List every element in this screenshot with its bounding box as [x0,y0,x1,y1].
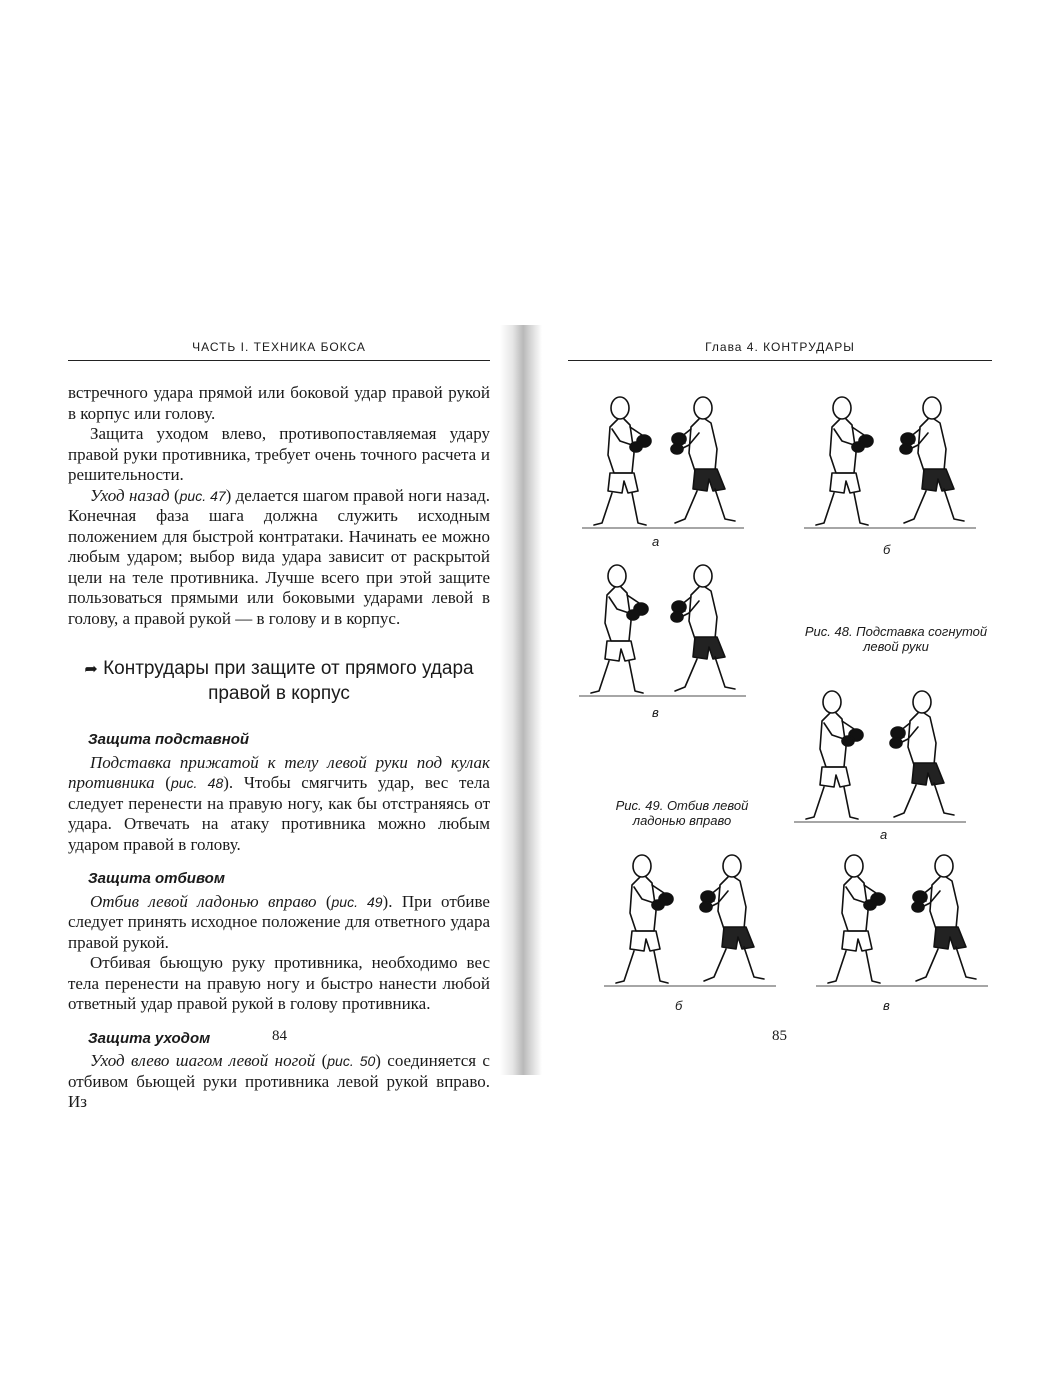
term-ukhod-vlevo: Уход влево шагом левой ногой [90,1051,316,1070]
figure-49-caption: Рис. 49. Отбив левой ладонью вправо [615,798,749,828]
page-number-right: 85 [772,1028,787,1044]
figure-49a-letter: а [880,827,888,842]
paragraph-3: Уход назад (рис. 47) делается шагом правой ноги назад. Конечная фаза шага должна служить исходным положением для быстрой контратаки. Начинать ее можно любым ударом; выбор вида удара зависит от раскрытой цели на теле противника. Лучше всего при этой защите пользоваться прямыми или боковыми ударами левой в голову, а правой рукой — в голову и в корпус. [68,485,490,628]
subhead-otbivom: Защита отбивом [88,870,225,887]
subhead-ukhodom: Защита уходом [88,1029,211,1047]
figure-49b-letter: б [675,998,683,1013]
paragraph-1: встречного удара прямой или боковой удар правой рукой в корпус или голову. [68,383,490,423]
figure-ref-50: рис. 50 [327,1053,376,1069]
term-ukhod-nazad: Уход назад [90,485,170,505]
term-otbiv: Отбив левой ладонью вправо [90,891,317,911]
term-podstavka: Подставка прижатой к телу левой руки под кулак противника [68,752,490,792]
figure-48c-illustration [575,556,750,701]
figure-49c-letter: в [883,998,890,1013]
section-title-text: Контрудары при защите от прямого удара правой в корпус [103,658,474,704]
figure-ref-47: рис. 47 [179,487,226,504]
section-arrow-icon: ➦ [84,661,98,678]
paragraph-podstavka: Подставка прижатой к телу левой руки под кулак противника (рис. 48). Чтобы смягчить удар, вес тела следует перенести на правую ногу, как бы отстраняясь от удара. Отвечать на атаку противника можно любым ударом правой в голову. [68,752,490,854]
figure-48b-illustration [800,388,980,533]
book-gutter [500,325,542,1075]
paragraph-otbiv: Отбив левой ладонью вправо (рис. 49). При отбиве следует принять исходное положение для ответного удара правой рукой. [68,891,490,952]
paragraph-otbiv-rest: При отбиве следует принять исходное положение для ответного удара правой рукой. [68,891,490,952]
paragraph-ukhod-vlevo-rest: соединяется с отбивом бьющей руки противника левой рукой вправо. Из [68,1051,490,1111]
running-head-right: Глава 4. КОНТРУДАРЫ [568,340,992,361]
paragraph-podstavka-rest: Чтобы смягчить удар, вес тела следует перенести на правую ногу, как бы отстраняясь от удара. Отвечать на атаку противника можно любым ударом правой в голову. [68,773,490,854]
running-head-left: ЧАСТЬ I. ТЕХНИКА БОКСА [68,340,490,361]
paragraph-ukhod-vlevo: Уход влево шагом левой ногой (рис. 50) соединяется с отбивом бьющей руки противника левой рукой вправо. Из [68,1051,490,1111]
paragraph-2: Защита уходом влево, противопоставляемая удару правой руки противника, требует очень точного расчета и решительности. [68,424,490,484]
figure-48c-letter: в [652,705,659,720]
left-page [68,340,490,1113]
figure-49c-illustration [812,846,992,991]
figure-48b-letter: б [883,542,891,557]
section-title [68,657,490,706]
figure-48-caption: Рис. 48. Подставка согнутой левой руки [804,624,988,654]
figure-49b-illustration [600,846,780,991]
left-page-text [68,383,490,1113]
page-number-left: 84 [272,1028,287,1044]
paragraph-otbiv-2: Отбивая бьющую руку противника, необходимо вес тела перенести на правую ногу и быстро нанести любой ответный удар правой рукой в голову противника. [68,953,490,1013]
figure-48a-illustration [578,388,748,533]
subhead-podstavnoy: Защита подставной [88,731,250,748]
right-page [568,340,992,361]
figure-49a-illustration [790,682,970,827]
paragraph-3-rest: делается шагом правой ноги назад. Конечная фаза шага должна служить исходным положением для быстрой контратаки. Начинать ее можно любым ударом; выбор вида удара зависит от раскрытой цели на теле противника. Лучше всего при этой защите пользоваться прямыми или боковыми ударами левой в голову, а правой рукой — в голову и в корпус. [68,485,490,628]
figure-48a-letter: а [652,534,660,549]
figure-ref-49: рис. 49 [331,893,383,910]
figure-ref-48: рис. 48 [170,775,224,791]
